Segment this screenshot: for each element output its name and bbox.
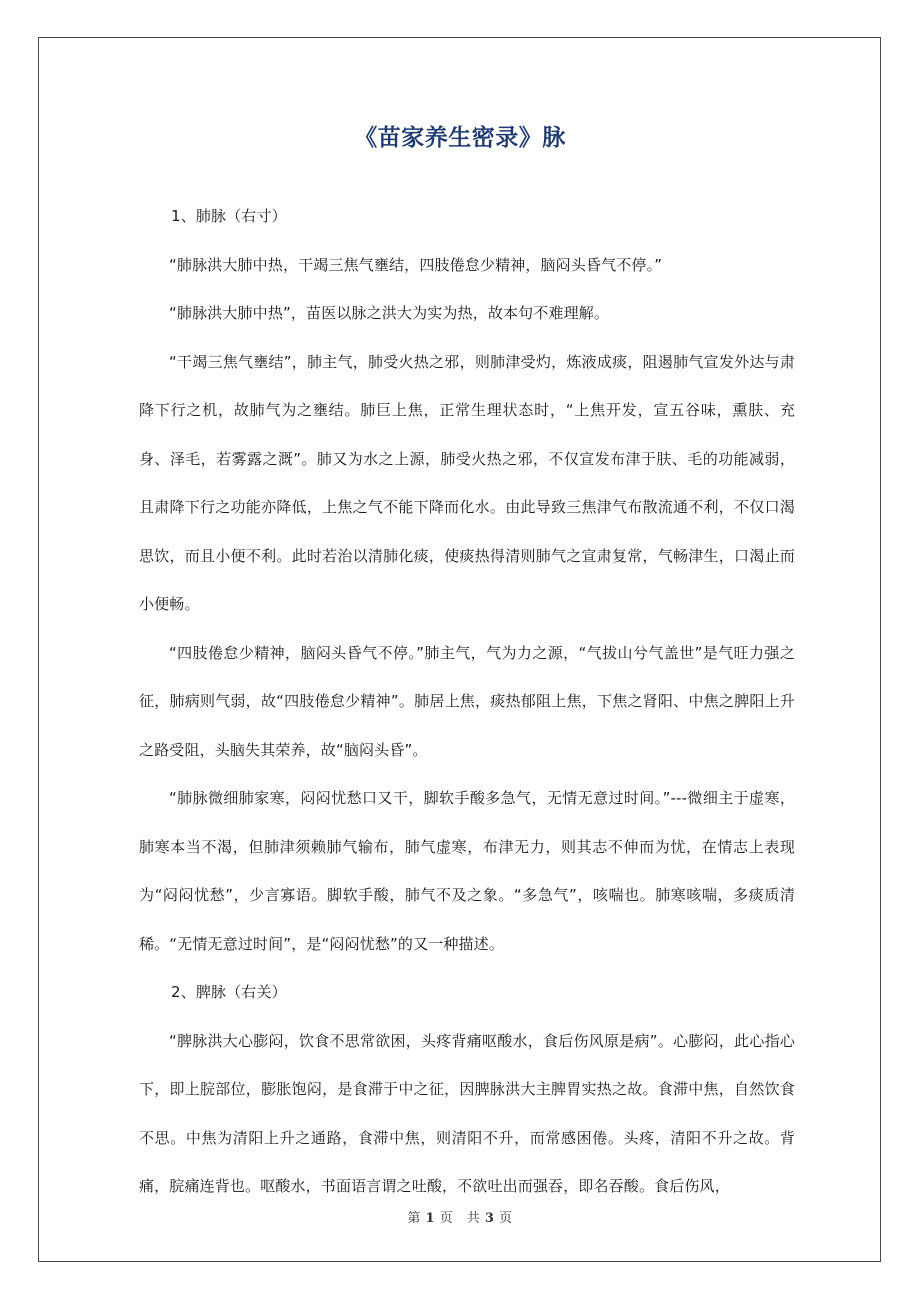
page-footer bbox=[0, 1207, 920, 1226]
footer-prefix: 第 bbox=[407, 1211, 421, 1226]
document-body bbox=[139, 192, 795, 1211]
paragraph: “四肢倦怠少精神，脑闷头昏气不停。”肺主气，气为力之源，“气拔山兮气盖世”是气旺力强之征，肺病则气弱，故“四肢倦怠少精神”。肺居上焦，痰热郁阻上焦，下焦之肾阳、中焦之脾阳上升之路受阻，头脑失其荣养，故“脑闷头昏”。 bbox=[139, 643, 795, 759]
paragraph: “干竭三焦气壅结”，肺主气，肺受火热之邪，则肺津受灼，炼液成痰，阻遏肺气宣发外达与肃降下行之机，故肺气为之壅结。肺巨上焦，正常生理状态时，“上焦开发，宣五谷味，熏肤、充身、泽毛，若雾露之溉”。肺又为水之上源，肺受火热之邪，不仅宣发布津于肤、毛的功能减弱，且肃降下行之功能亦降低，上焦之气不能下降而化水。由此导致三焦津气布散流通不利，不仅口渴思饮，而且小便不利。此时若治以清肺化痰，使痰热得清则肺气之宣肃复常，气畅津生，口渴止而小便畅。 bbox=[139, 352, 795, 613]
paragraph: “肺脉微细肺家寒，闷闷忧愁口又干，脚软手酸多急气，无情无意过时间。”---微细主于虚寒，肺寒本当不渴，但肺津须赖肺气输布，肺气虚寒，布津无力，则其志不伸而为忧，在情志上表现为“闷闷忧愁”，少言寡语。脚软手酸，肺气不及之象。“多急气”，咳喘也。肺寒咳喘，多痰质清稀。“无情无意过时间”，是“闷闷忧愁”的又一种描述。 bbox=[139, 789, 795, 953]
section-heading-spleen-pulse: 2、脾脉（右关） bbox=[171, 983, 287, 1001]
current-page-number: 1 bbox=[425, 1211, 436, 1226]
paragraph: “脾脉洪大心膨闷，饮食不思常欲困，头疼背痛呕酸水，食后伤风原是病”。心膨闷，此心指心下，即上脘部位，膨胀饱闷，是食滞于中之征，因脾脉洪大主脾胃实热之故。食滞中焦，自然饮食不思。中焦为清阳上升之通路，食滞中焦，则清阳不升，而常感困倦。头疼，清阳不升之故。背痛，脘痛连背也。呕酸水，书面语言谓之吐酸，不欲吐出而强吞，即名吞酸。食后伤风， bbox=[139, 1031, 795, 1195]
document-title: 《苗家养生密录》脉 bbox=[354, 125, 566, 151]
footer-suffix: 页 bbox=[499, 1211, 513, 1226]
section-heading-lung-pulse: 1、肺脉（右寸） bbox=[171, 207, 287, 225]
total-pages-number: 3 bbox=[484, 1211, 495, 1226]
paragraph: “肺脉洪大肺中热”，苗医以脉之洪大为实为热，故本句不难理解。 bbox=[169, 304, 610, 322]
footer-mid: 页 共 bbox=[439, 1211, 481, 1226]
paragraph: “肺脉洪大肺中热，干竭三焦气壅结，四肢倦怠少精神，脑闷头昏气不停。” bbox=[169, 255, 663, 274]
